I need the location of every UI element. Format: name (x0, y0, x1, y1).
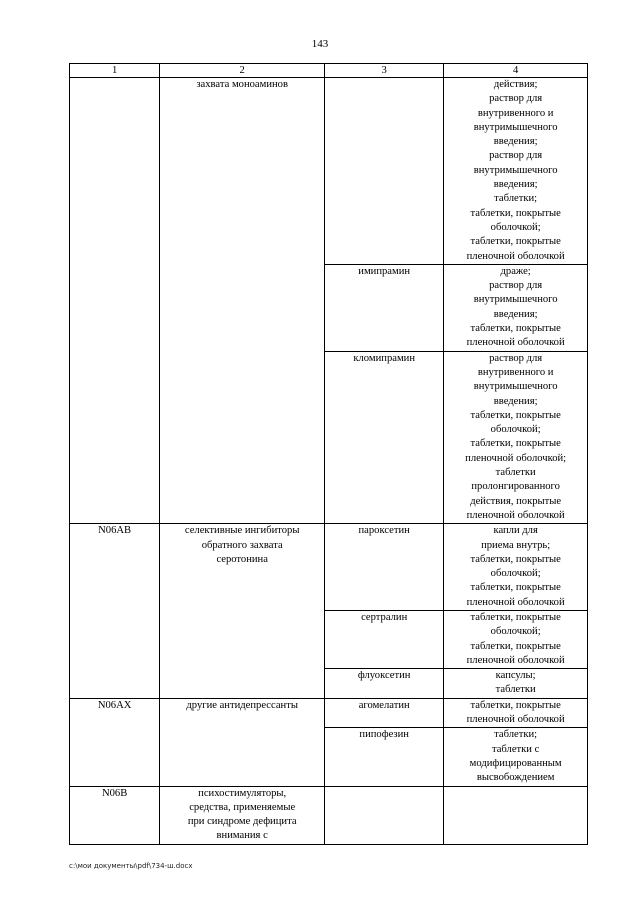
code-cell: N06AX (70, 698, 160, 786)
table-row (70, 698, 588, 728)
drug-cell: флуоксетин (325, 669, 444, 699)
forms-cell: таблетки, покрытые пленочной оболочкой (444, 698, 588, 728)
drug-cell: сертралин (325, 610, 444, 668)
code-cell (70, 78, 160, 524)
drug-cell: пароксетин (325, 524, 444, 611)
column-header-2: 2 (160, 64, 325, 78)
column-header-4: 4 (444, 64, 588, 78)
group-cell: психостимуляторы, средства, применяемые при синдроме дефицита внимания с (160, 786, 325, 844)
forms-cell: драже; раствор для внутримышечного введения; таблетки, покрытые пленочной оболочкой (444, 264, 588, 351)
table-row (70, 524, 588, 611)
drug-cell (325, 78, 444, 265)
table-row (70, 786, 588, 844)
drug-cell: имипрамин (325, 264, 444, 351)
drug-cell: кломипрамин (325, 351, 444, 524)
column-header-3: 3 (325, 64, 444, 78)
forms-cell: таблетки, покрытые оболочкой; таблетки, покрытые пленочной оболочкой (444, 610, 588, 668)
table-header-row (70, 64, 588, 78)
table-row (70, 78, 588, 265)
forms-cell (444, 786, 588, 844)
footer-file-path: c:\мои документы\pdf\734-ш.docx (69, 862, 193, 870)
code-cell: N06B (70, 786, 160, 844)
group-cell: селективные ингибиторы обратного захвата серотонина (160, 524, 325, 699)
drug-cell: агомелатин (325, 698, 444, 728)
page-number: 143 (311, 38, 329, 50)
forms-cell: таблетки; таблетки с модифицированным высвобождением (444, 728, 588, 786)
column-header-1: 1 (70, 64, 160, 78)
forms-cell: капсулы; таблетки (444, 669, 588, 699)
code-cell: N06AB (70, 524, 160, 699)
drug-cell: пипофезин (325, 728, 444, 786)
drug-table (69, 63, 588, 845)
group-cell: захвата моноаминов (160, 78, 325, 524)
forms-cell: капли для приема внутрь; таблетки, покрытые оболочкой; таблетки, покрытые пленочной оболочкой (444, 524, 588, 611)
group-cell: другие антидепрессанты (160, 698, 325, 786)
forms-cell: раствор для внутривенного и внутримышечного введения; таблетки, покрытые оболочкой; таблетки, покрытые пленочной оболочкой; таблетки пролонгированного действия, покрытые пленочной оболочкой (444, 351, 588, 524)
drug-cell (325, 786, 444, 844)
forms-cell: действия; раствор для внутривенного и внутримышечного введения; раствор для внутримышечного введения; таблетки; таблетки, покрытые оболочкой; таблетки, покрытые пленочной оболочкой (444, 78, 588, 265)
